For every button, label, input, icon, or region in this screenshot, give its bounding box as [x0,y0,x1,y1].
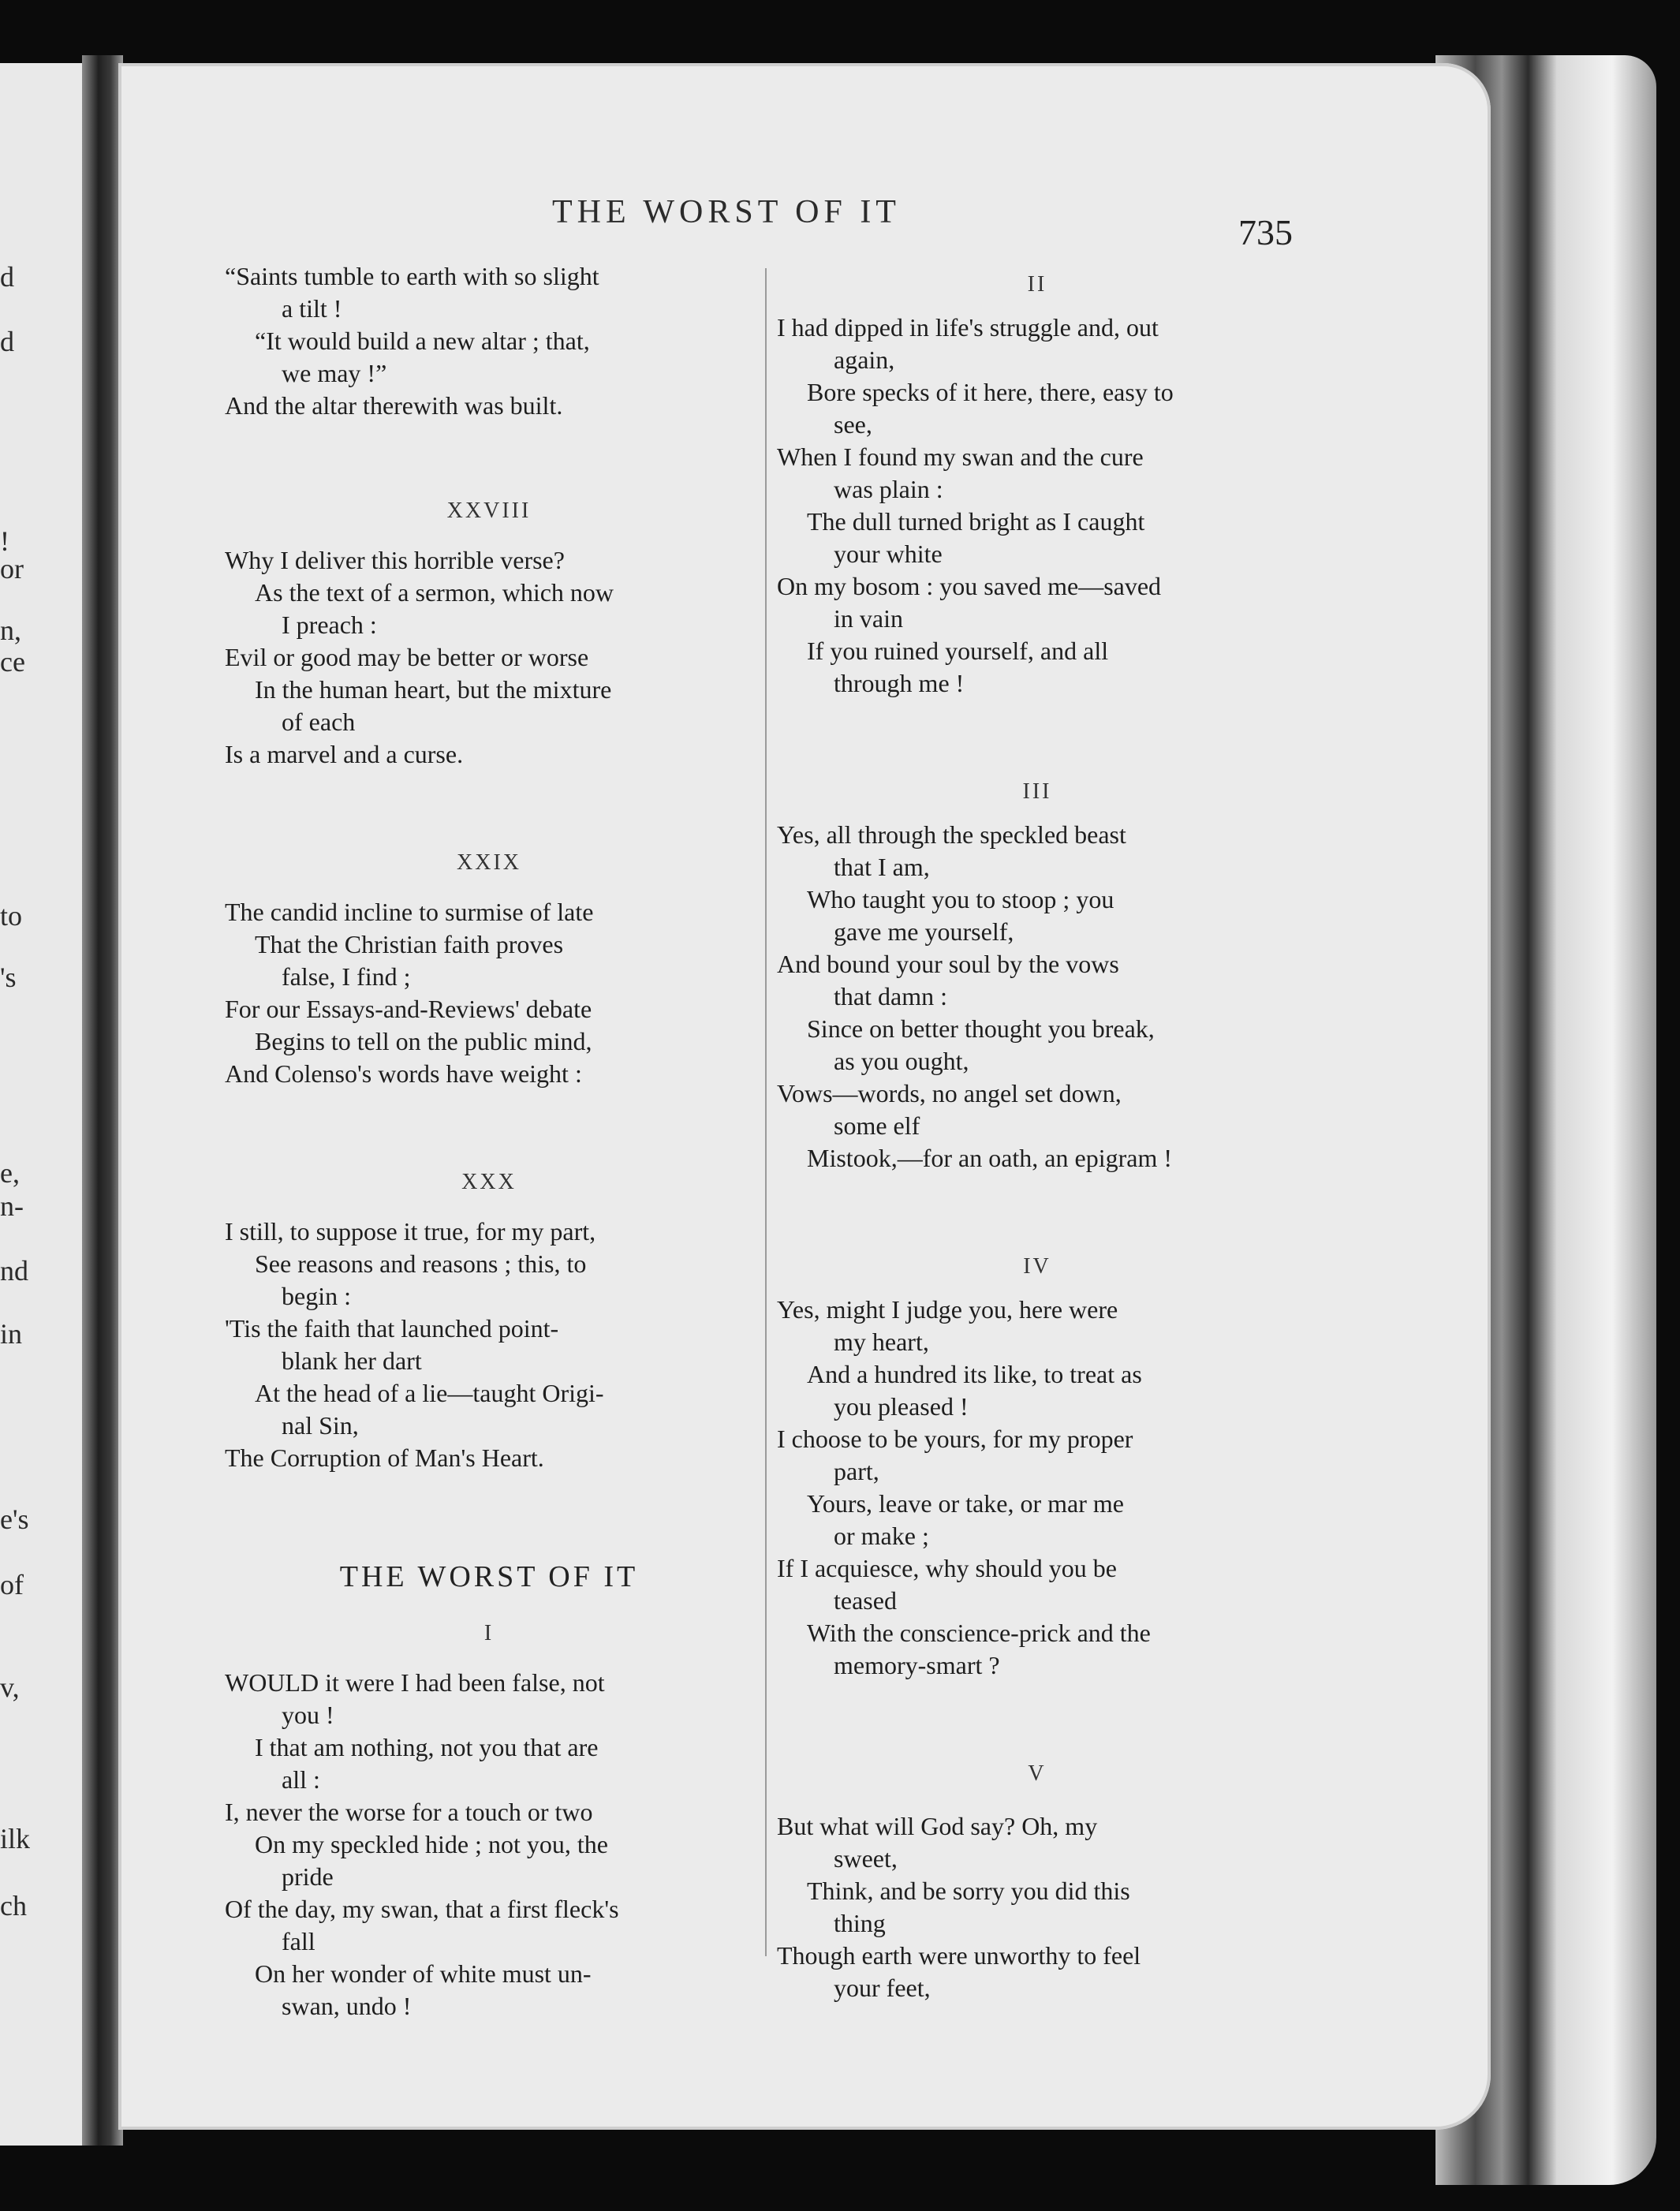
verse-line: Who taught you to stoop ; you [807,885,1114,913]
previous-page-fragment: e, [0,1157,20,1189]
verse-line: pride [282,1862,334,1891]
verse-line: The candid incline to surmise of late [225,898,594,926]
section-numeral: XXIX [457,850,521,875]
section-numeral: XXVIII [446,499,532,523]
verse-line: And a hundred its like, to treat as [807,1360,1142,1388]
verse-line: memory-smart ? [834,1651,1000,1679]
stanza [225,260,753,422]
verse-line: your feet, [834,1974,931,2002]
verse-line: Is a marvel and a curse. [225,740,464,768]
verse-line: Why I deliver this horrible verse? [225,546,565,574]
verse-line: The dull turned bright as I caught [807,507,1145,536]
section-numeral: XXX [461,1170,517,1194]
verse-line: as you ought, [834,1047,969,1075]
section-numeral: II [1027,272,1047,297]
previous-page-fragment: or [0,553,24,584]
verse-line: I preach : [282,611,377,639]
verse-line: Think, and be sorry you did this [807,1877,1130,1905]
verse-line: or make ; [834,1522,929,1550]
verse-line: gave me yourself, [834,917,1014,946]
verse-line: false, I find ; [282,962,411,991]
verse-line: Evil or good may be better or worse [225,643,589,671]
verse-line: 'Tis the faith that launched point- [225,1314,559,1343]
verse-line: nal Sin, [282,1411,359,1440]
verse-line: your white [834,540,943,568]
verse-line: That the Christian faith proves [255,930,564,958]
verse-line: Of the day, my swan, that a first fleck's [225,1895,619,1923]
verse-line: “It would build a new altar ; that, [255,327,590,355]
verse-line: we may !” [282,359,387,387]
verse-line: The Corruption of Man's Heart. [225,1443,544,1472]
verse-line: all : [282,1765,320,1794]
stanza [225,896,753,1090]
verse-line: If I acquiesce, why should you be [777,1554,1117,1582]
verse-line: Though earth were unworthy to feel [777,1941,1141,1970]
verse-line: my heart, [834,1328,929,1356]
verse-line: “Saints tumble to earth with so slight [225,262,599,290]
verse-line: In the human heart, but the mixture [255,675,612,704]
previous-page-fragment: ch [0,1890,27,1922]
verse-line: Yes, might I judge you, here were [777,1295,1118,1324]
verse-line: I, never the worse for a touch or two [225,1798,593,1826]
previous-page-fragment: n, [0,614,21,646]
running-head: THE WORST OF IT [552,194,901,230]
verse-line: in vain [834,604,903,633]
book-gutter [82,55,123,2146]
stanza [777,312,1297,700]
verse-line: that I am, [834,853,930,881]
verse-line: begin : [282,1282,351,1310]
verse-line: through me ! [834,669,965,697]
previous-page-fragment: d [0,261,14,293]
verse-line: On my speckled hide ; not you, the [255,1830,608,1858]
stanza [777,1294,1297,1682]
verse-line: part, [834,1457,879,1485]
stanza [777,819,1297,1175]
verse-line: I still, to suppose it true, for my part, [225,1217,596,1246]
stanza [225,544,753,771]
verse-line: On my bosom : you saved me—saved [777,572,1162,600]
previous-page-fragment: of [0,1569,24,1600]
verse-line: teased [834,1586,897,1615]
section-numeral: III [1022,779,1052,804]
poem-title: THE WORST OF IT [339,1560,639,1593]
verse-line: On her wonder of white must un- [255,1959,592,1988]
right-column [777,268,1297,2004]
stanza [777,1810,1297,2004]
verse-line: Mistook,—for an oath, an epigram ! [807,1144,1172,1172]
verse-line: again, [834,345,895,374]
page-number: 735 [1238,212,1293,252]
verse-line: With the conscience-prick and the [807,1619,1151,1647]
verse-line: When I found my swan and the cure [777,443,1144,471]
verse-line: you ! [282,1701,334,1729]
verse-line: See reasons and reasons ; this, to [255,1249,587,1278]
verse-line: Yours, leave or take, or mar me [807,1489,1124,1518]
verse-line: Yes, all through the speckled beast [777,820,1126,849]
column-divider [765,268,767,1956]
previous-page-fragment: ilk [0,1823,31,1854]
verse-line: you pleased ! [834,1392,969,1421]
verse-line: And Colenso's words have weight : [225,1059,582,1088]
verse-line: For our Essays-and-Reviews' debate [225,995,592,1023]
verse-line: And bound your soul by the vows [777,950,1119,978]
left-column [225,260,753,2022]
previous-page-fragment: ! [0,525,9,557]
verse-line: was plain : [834,475,943,503]
section-numeral: IV [1023,1254,1051,1279]
previous-page-fragment: 's [0,962,17,993]
verse-line: WOULD it were I had been false, not [225,1668,605,1697]
verse-line: As the text of a sermon, which now [255,578,614,607]
verse-line: fall [282,1927,315,1955]
section-numeral: V [1028,1761,1047,1786]
verse-line: of each [282,708,356,736]
verse-line: blank her dart [282,1346,422,1375]
previous-page-fragment: nd [0,1255,28,1287]
verse-line: And the altar therewith was built. [225,391,563,420]
verse-line: But what will God say? Oh, my [777,1812,1098,1840]
verse-line: At the head of a lie—taught Origi- [255,1379,604,1407]
previous-page-fragment: d [0,326,14,357]
section-numeral: I [483,1621,495,1645]
verse-line: I choose to be yours, for my proper [777,1425,1133,1453]
stanza [225,1216,753,1474]
previous-page-fragment: n- [0,1190,24,1222]
verse-line: that damn : [834,982,947,1010]
verse-line: If you ruined yourself, and all [807,637,1109,665]
verse-line: Since on better thought you break, [807,1014,1155,1043]
previous-page-fragment: v, [0,1671,20,1703]
verse-line: a tilt ! [282,294,342,323]
verse-line: thing [834,1909,886,1937]
verse-line: Bore specks of it here, there, easy to [807,378,1174,406]
stanza [225,1667,753,2022]
verse-line: sweet, [834,1844,898,1873]
previous-page-fragment: e's [0,1503,29,1535]
verse-line: Vows—words, no angel set down, [777,1079,1122,1107]
verse-line: see, [834,410,872,439]
verse-line: I that am nothing, not you that are [255,1733,599,1761]
verse-line: some elf [834,1111,920,1140]
verse-line: swan, undo ! [282,1992,412,2020]
previous-page-fragment: ce [0,646,25,678]
previous-page-fragment: to [0,900,23,932]
verse-line: I had dipped in life's struggle and, out [777,313,1159,342]
verse-line: Begins to tell on the public mind, [255,1027,592,1055]
previous-page-fragment: in [0,1318,23,1350]
